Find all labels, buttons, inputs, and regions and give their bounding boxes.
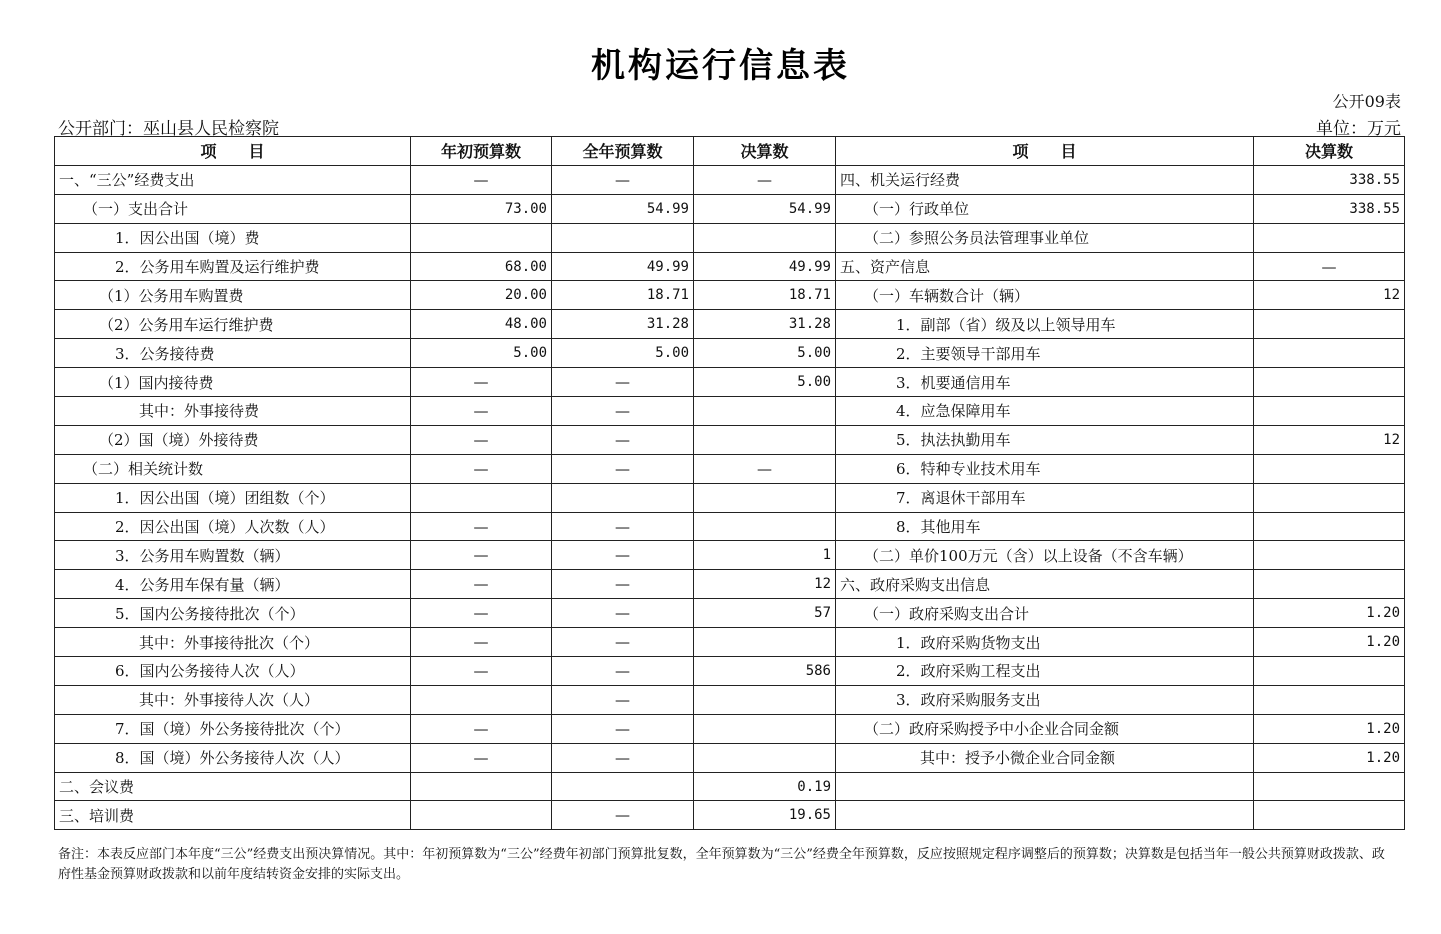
right-label-cell: 五、资产信息 (836, 252, 1254, 281)
table-row (55, 368, 1405, 397)
table-row (55, 339, 1405, 368)
table-row (55, 599, 1405, 628)
left-label-cell: 1．因公出国（境）团组数（个） (55, 483, 411, 512)
final-account-cell (694, 397, 836, 426)
right-value-cell: 1.20 (1254, 714, 1405, 743)
right-label-cell: 8．其他用车 (836, 512, 1254, 541)
initial-budget-cell (411, 685, 552, 714)
full-year-budget-cell: 18.71 (552, 281, 694, 310)
table-row (55, 483, 1405, 512)
final-account-cell: 12 (694, 570, 836, 599)
initial-budget-cell: — (411, 368, 552, 397)
left-label-cell: 2．因公出国（境）人次数（人） (55, 512, 411, 541)
page-title: 机构运行信息表 (591, 46, 850, 86)
right-value-cell (1254, 310, 1405, 339)
final-account-cell: 586 (694, 657, 836, 686)
table-row (55, 512, 1405, 541)
table-row (55, 223, 1405, 252)
final-account-cell: 31.28 (694, 310, 836, 339)
left-label-cell: 其中：外事接待人次（人） (55, 685, 411, 714)
final-account-cell: 19.65 (694, 801, 836, 830)
right-value-cell (1254, 397, 1405, 426)
right-label-cell: （一）车辆数合计（辆） (836, 281, 1254, 310)
right-value-cell: 1.20 (1254, 599, 1405, 628)
full-year-budget-cell: — (552, 599, 694, 628)
left-label-cell: 其中：外事接待费 (55, 397, 411, 426)
final-account-cell (694, 628, 836, 657)
full-year-budget-cell: — (552, 454, 694, 483)
table-row (55, 281, 1405, 310)
initial-budget-cell: — (411, 397, 552, 426)
right-value-cell: — (1254, 252, 1405, 281)
right-label-cell: 2．政府采购工程支出 (836, 657, 1254, 686)
header-final-account: 决算数 (694, 137, 836, 166)
right-value-cell (1254, 454, 1405, 483)
initial-budget-cell: — (411, 714, 552, 743)
right-label-cell: 1．副部（省）级及以上领导用车 (836, 310, 1254, 339)
right-label-cell (836, 772, 1254, 801)
final-account-cell (694, 425, 836, 454)
right-value-cell (1254, 512, 1405, 541)
table-row (55, 454, 1405, 483)
department-label: 公开部门：巫山县人民检察院 (58, 119, 279, 139)
final-account-cell: — (694, 165, 836, 194)
right-value-cell: 12 (1254, 425, 1405, 454)
right-label-cell: 6．特种专业技术用车 (836, 454, 1254, 483)
right-label-cell: （二）参照公务员法管理事业单位 (836, 223, 1254, 252)
final-account-cell (694, 483, 836, 512)
full-year-budget-cell: 31.28 (552, 310, 694, 339)
full-year-budget-cell: 49.99 (552, 252, 694, 281)
table-row (55, 743, 1405, 772)
right-value-cell: 12 (1254, 281, 1405, 310)
initial-budget-cell: — (411, 599, 552, 628)
initial-budget-cell: 73.00 (411, 194, 552, 223)
final-account-cell: — (694, 454, 836, 483)
left-label-cell: 8．国（境）外公务接待人次（人） (55, 743, 411, 772)
right-value-cell: 1.20 (1254, 628, 1405, 657)
right-value-cell (1254, 657, 1405, 686)
full-year-budget-cell: — (552, 165, 694, 194)
full-year-budget-cell (552, 483, 694, 512)
left-label-cell: 1．因公出国（境）费 (55, 223, 411, 252)
table-row (55, 657, 1405, 686)
left-label-cell: 一、“三公”经费支出 (55, 165, 411, 194)
right-label-cell: 3．机要通信用车 (836, 368, 1254, 397)
left-label-cell: 3．公务用车购置数（辆） (55, 541, 411, 570)
initial-budget-cell: 20.00 (411, 281, 552, 310)
footnote: 备注：本表反应部门本年度“三公”经费支出预决算情况。其中：年初预算数为“三公”经费年初部门预算批复数，全年预算数为“三公”经费全年预算数，反应按照规定程序调整后的预算数；决算数是包括当年一般公共预算财政拨款、政府性基金预算财政拨款和以前年度结转资金安排的实际支出。 (58, 847, 1385, 882)
right-label-cell: （二）单价100万元（含）以上设备（不含车辆） (836, 541, 1254, 570)
right-value-cell (1254, 541, 1405, 570)
full-year-budget-cell: — (552, 714, 694, 743)
initial-budget-cell: — (411, 425, 552, 454)
right-label-cell (836, 801, 1254, 830)
left-label-cell: （1）国内接待费 (55, 368, 411, 397)
left-label-cell: （2）国（境）外接待费 (55, 425, 411, 454)
full-year-budget-cell: — (552, 368, 694, 397)
right-label-cell: （一）政府采购支出合计 (836, 599, 1254, 628)
right-value-cell (1254, 339, 1405, 368)
initial-budget-cell: — (411, 541, 552, 570)
right-value-cell (1254, 685, 1405, 714)
initial-budget-cell: 5.00 (411, 339, 552, 368)
initial-budget-cell: — (411, 454, 552, 483)
table-row (55, 685, 1405, 714)
left-label-cell: （1）公务用车购置费 (55, 281, 411, 310)
right-value-cell: 338.55 (1254, 165, 1405, 194)
left-label-cell: 4．公务用车保有量（辆） (55, 570, 411, 599)
table-row (55, 772, 1405, 801)
table-row (55, 397, 1405, 426)
header-item-right: 项 目 (836, 137, 1254, 166)
right-label-cell: 4．应急保障用车 (836, 397, 1254, 426)
left-label-cell: 6．国内公务接待人次（人） (55, 657, 411, 686)
initial-budget-cell: 68.00 (411, 252, 552, 281)
initial-budget-cell: 48.00 (411, 310, 552, 339)
right-label-cell: 3．政府采购服务支出 (836, 685, 1254, 714)
table-row (55, 628, 1405, 657)
initial-budget-cell (411, 801, 552, 830)
full-year-budget-cell: — (552, 743, 694, 772)
left-label-cell: 其中：外事接待批次（个） (55, 628, 411, 657)
right-label-cell: 2．主要领导干部用车 (836, 339, 1254, 368)
full-year-budget-cell: 54.99 (552, 194, 694, 223)
initial-budget-cell: — (411, 743, 552, 772)
initial-budget-cell: — (411, 628, 552, 657)
initial-budget-cell (411, 772, 552, 801)
full-year-budget-cell: — (552, 541, 694, 570)
initial-budget-cell: — (411, 512, 552, 541)
final-account-cell (694, 714, 836, 743)
final-account-cell: 49.99 (694, 252, 836, 281)
final-account-cell: 5.00 (694, 368, 836, 397)
right-label-cell: 四、机关运行经费 (836, 165, 1254, 194)
final-account-cell (694, 685, 836, 714)
full-year-budget-cell: — (552, 657, 694, 686)
right-value-cell (1254, 223, 1405, 252)
left-label-cell: 二、会议费 (55, 772, 411, 801)
table-row (55, 714, 1405, 743)
full-year-budget-cell: — (552, 570, 694, 599)
header-final-account-right: 决算数 (1254, 137, 1405, 166)
table-row (55, 165, 1405, 194)
right-value-cell (1254, 483, 1405, 512)
right-value-cell: 338.55 (1254, 194, 1405, 223)
final-account-cell: 0.19 (694, 772, 836, 801)
right-label-cell: 其中：授予小微企业合同金额 (836, 743, 1254, 772)
final-account-cell: 1 (694, 541, 836, 570)
table-row (55, 570, 1405, 599)
full-year-budget-cell: — (552, 512, 694, 541)
right-label-cell: 5．执法执勤用车 (836, 425, 1254, 454)
full-year-budget-cell: — (552, 425, 694, 454)
left-label-cell: 3．公务接待费 (55, 339, 411, 368)
left-label-cell: 三、培训费 (55, 801, 411, 830)
table-body (55, 165, 1405, 829)
left-label-cell: 7．国（境）外公务接待批次（个） (55, 714, 411, 743)
final-account-cell: 54.99 (694, 194, 836, 223)
right-value-cell (1254, 368, 1405, 397)
table-row (55, 194, 1405, 223)
left-label-cell: （一）支出合计 (55, 194, 411, 223)
header-initial-budget: 年初预算数 (411, 137, 552, 166)
left-label-cell: （二）相关统计数 (55, 454, 411, 483)
initial-budget-cell: — (411, 657, 552, 686)
full-year-budget-cell: — (552, 397, 694, 426)
right-label-cell: 7．离退休干部用车 (836, 483, 1254, 512)
right-label-cell: 六、政府采购支出信息 (836, 570, 1254, 599)
full-year-budget-cell: — (552, 801, 694, 830)
table-row (55, 801, 1405, 830)
table-row (55, 541, 1405, 570)
form-number: 公开09表 (1332, 92, 1401, 111)
right-value-cell (1254, 772, 1405, 801)
unit-label: 单位：万元 (1316, 119, 1401, 139)
final-account-cell (694, 512, 836, 541)
initial-budget-cell: — (411, 165, 552, 194)
header-item: 项 目 (55, 137, 411, 166)
full-year-budget-cell (552, 772, 694, 801)
table-row (55, 252, 1405, 281)
left-label-cell: 2．公务用车购置及运行维护费 (55, 252, 411, 281)
left-label-cell: 5．国内公务接待批次（个） (55, 599, 411, 628)
right-label-cell: （一）行政单位 (836, 194, 1254, 223)
initial-budget-cell (411, 223, 552, 252)
final-account-cell: 18.71 (694, 281, 836, 310)
right-value-cell: 1.20 (1254, 743, 1405, 772)
right-label-cell: （二）政府采购授予中小企业合同金额 (836, 714, 1254, 743)
info-table (54, 136, 1405, 830)
right-value-cell (1254, 801, 1405, 830)
table-row (55, 310, 1405, 339)
initial-budget-cell: — (411, 570, 552, 599)
table-row (55, 425, 1405, 454)
header-row (55, 137, 1405, 166)
full-year-budget-cell: — (552, 685, 694, 714)
right-label-cell: 1．政府采购货物支出 (836, 628, 1254, 657)
initial-budget-cell (411, 483, 552, 512)
full-year-budget-cell: 5.00 (552, 339, 694, 368)
left-label-cell: （2）公务用车运行维护费 (55, 310, 411, 339)
final-account-cell: 5.00 (694, 339, 836, 368)
final-account-cell (694, 743, 836, 772)
final-account-cell (694, 223, 836, 252)
header-full-year-budget: 全年预算数 (552, 137, 694, 166)
right-value-cell (1254, 570, 1405, 599)
final-account-cell: 57 (694, 599, 836, 628)
full-year-budget-cell: — (552, 628, 694, 657)
full-year-budget-cell (552, 223, 694, 252)
